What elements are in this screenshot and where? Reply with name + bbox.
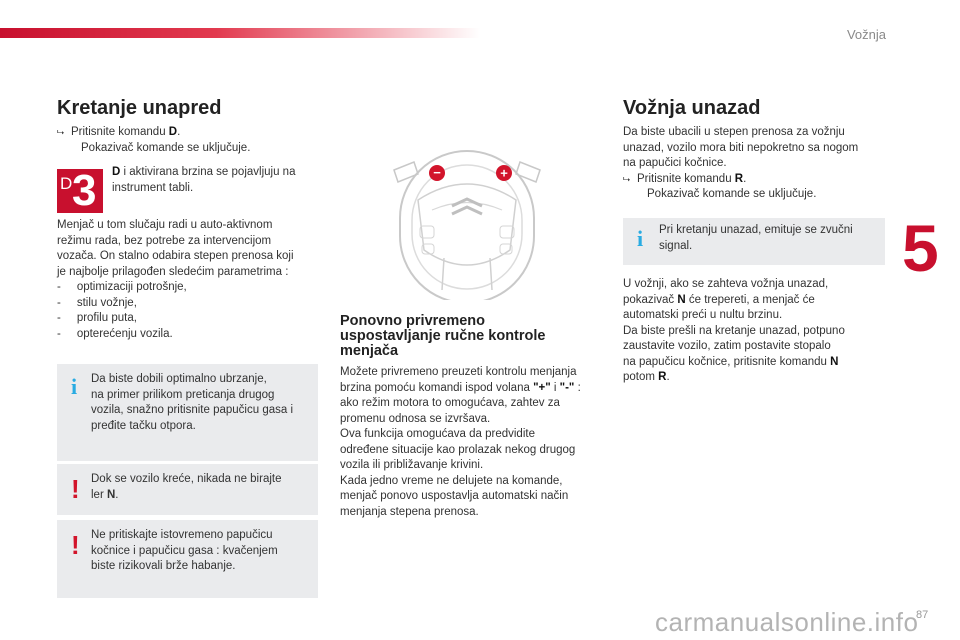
reverse-intro: Da biste ubacili u stepen prenosa za vožnju unazad, vozilo mora biti nepokretno sa nogom na papučici kočnice. ⮡ Pritisnite komandu R. Pokazivač komande se uključuje. bbox=[623, 126, 859, 200]
page-number: 87 bbox=[916, 609, 929, 621]
list-item: - stilu vožnje, bbox=[57, 296, 137, 309]
info-box-acceleration: i Da biste dobili optimalno ubrzanje, na primer prilikom preticanja drugog vozila, snažno pritisnite papučicu gasa i pređite tačku otpora. bbox=[57, 364, 318, 461]
warning-icon: ! bbox=[71, 474, 80, 504]
info-icon: i bbox=[637, 226, 644, 251]
brand-logo-icon bbox=[452, 199, 482, 214]
reverse-title: Vožnja unazad bbox=[623, 97, 761, 119]
header-accent-bar bbox=[0, 28, 480, 38]
watermark: carmanualsonline.info bbox=[655, 607, 919, 637]
gear-indicator-d3: D 3 bbox=[57, 169, 103, 213]
list-item: - profilu puta, bbox=[57, 312, 137, 324]
reverse-paragraph: U vožnji, ako se zahteva vožnja unazad, pokazivač N će trepereti, a menjač će automatski preći u nultu brzinu. Da biste prešli na kretanje unazad, potpuno zaustavite vozilo, zatim postavite stopalo na papučicu kočnice, pritisnite komandu N potom R. bbox=[623, 278, 845, 383]
forward-paragraph: Menjač u tom slučaju radi u auto-aktivnom režimu rada, bez potrebe za intervencijom vozača. On stalno odabira stepen prenosa koji je najbolje prilagođen sledećim parametrima : - optimizaciji potrošnje, - stilu vožnje, - profilu puta, - opterećenju vozila. bbox=[57, 219, 294, 340]
svg-text:−: − bbox=[433, 165, 441, 180]
warning-box-neutral: ! Dok se vozilo kreće, nikada ne birajte ler N. bbox=[57, 464, 318, 515]
manual-control-text: Možete privremeno preuzeti kontrolu menjanja brzina pomoću komandi ispod volana "+" i "-" : ako režim motora to omogućava, zahtev za promenu odnosa se izvršava. Ova funkcija omogućava da predvidite određene situacije kao prolazak nekog drugog vozila ili približavanje krivini. Kada jedno vreme ne delujete na komande, menjač ponovo uspostavlja automatski način menjanja stepena prenosa. bbox=[340, 366, 581, 518]
warning-icon: ! bbox=[71, 530, 80, 560]
section-title: Vožnja bbox=[846, 27, 886, 42]
svg-text:+: + bbox=[500, 165, 508, 181]
warning-box-pedals: ! Ne pritiskajte istovremeno papučicu kočnice i papučicu gasa : kvačenjem biste rizikovali brže habanje. bbox=[57, 520, 318, 598]
flag-icon: ⮡ bbox=[57, 127, 65, 137]
paddle-minus-icon bbox=[429, 165, 445, 181]
forward-title: Kretanje unapred bbox=[57, 97, 222, 119]
list-item: - opterećenju vozila. bbox=[57, 327, 173, 340]
forward-step: ⮡ Pritisnite komandu D. Pokazivač komande se uključuje. bbox=[57, 126, 251, 154]
info-icon: i bbox=[71, 374, 78, 399]
steering-wheel-illustration bbox=[392, 140, 542, 300]
paddle-plus-icon bbox=[496, 165, 512, 181]
flag-icon: ⮡ bbox=[623, 173, 631, 184]
chapter-number: 5 bbox=[902, 211, 939, 285]
manual-control-title: Ponovno privremeno uspostavljanje ručne kontrole menjača bbox=[340, 313, 546, 359]
list-item: - optimizaciji potrošnje, bbox=[57, 281, 187, 293]
indicator-text: D i aktivirana brzina se pojavljuju na instrument tabli. bbox=[112, 166, 296, 194]
info-box-reverse-signal: i Pri kretanju unazad, emituje se zvučni signal. bbox=[623, 218, 885, 265]
